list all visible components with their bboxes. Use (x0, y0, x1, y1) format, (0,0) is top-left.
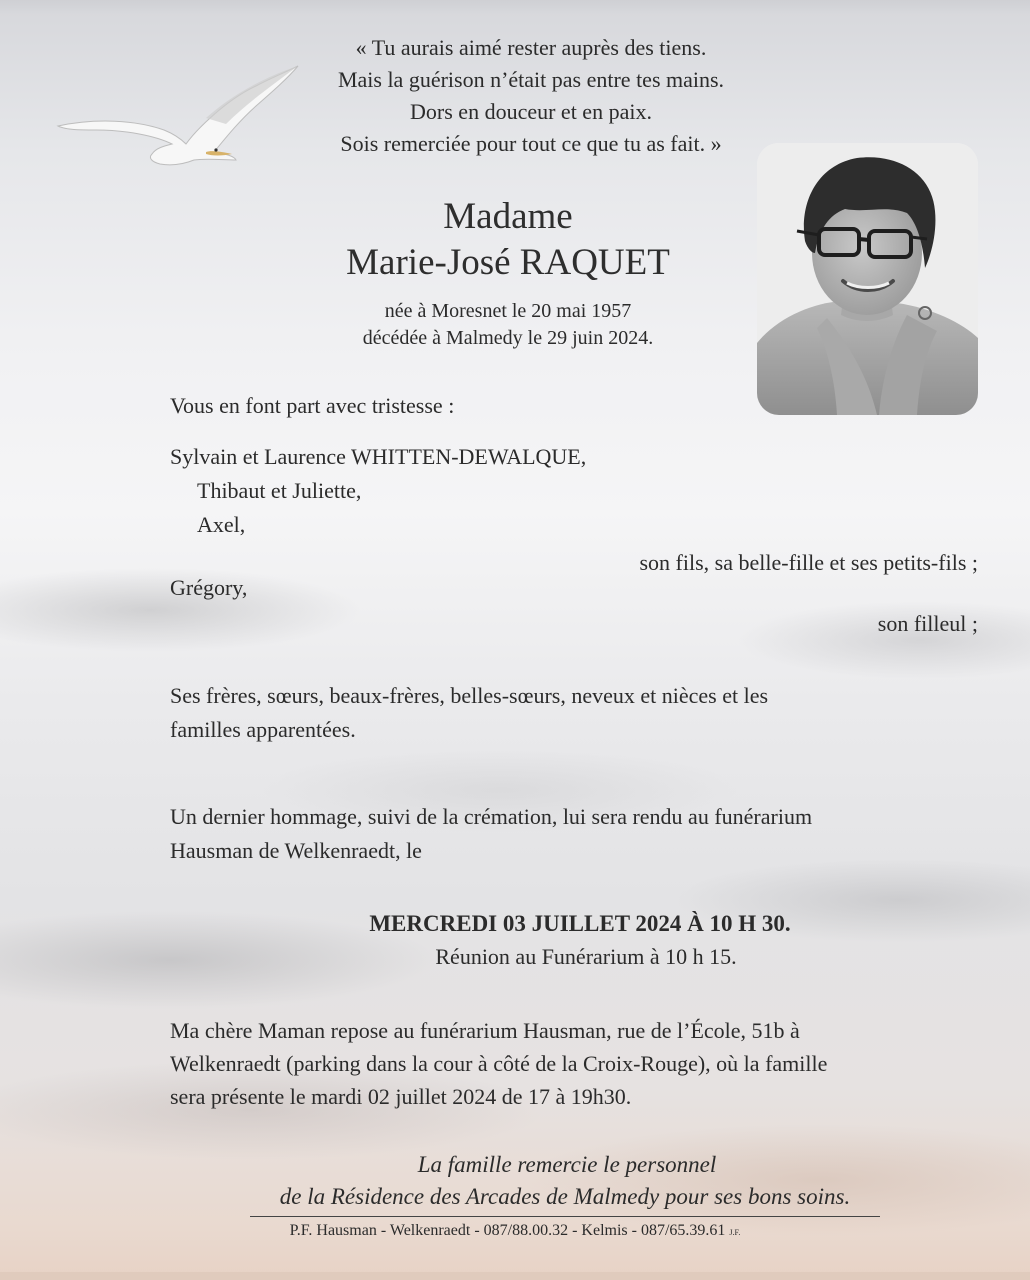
thanks-line: La famille remercie le personnel (417, 1152, 717, 1177)
godson-relation: son filleul ; (877, 611, 978, 636)
footer-text: P.F. Hausman - Welkenraedt - 087/88.00.32 - Kelmis - 087/65.39.61 (289, 1222, 726, 1239)
family-line: Sylvain et Laurence WHITTEN-DEWALQUE, (170, 444, 587, 469)
poem-line: Mais la guérison n’était pas entre tes mains. (337, 67, 725, 92)
poem (0, 32, 1030, 160)
family-line: Thibaut et Juliette, (197, 478, 362, 503)
announcement-intro: Vous en font part avec tristesse : (170, 393, 455, 418)
ceremony-text: Hausman de Welkenraedt, le (170, 838, 422, 863)
footer-mark: J.F. (729, 1228, 741, 1237)
deceased-name: Marie-José RAQUET (346, 242, 670, 283)
godson-name: Grégory, (170, 575, 248, 600)
visitation-text: Ma chère Maman repose au funérarium Hausman, rue de l’École, 51b à (170, 1018, 800, 1043)
footer-divider (250, 1216, 880, 1217)
poem-line: Sois remerciée pour tout ce que tu as fait. » (340, 131, 722, 156)
poem-line: Dors en douceur et en paix. (410, 99, 652, 124)
visitation-text: Welkenraedt (parking dans la cour à côté de la Croix-Rouge), où la famille (170, 1051, 828, 1076)
family-relation: son fils, sa belle-fille et ses petits-fils ; (639, 550, 978, 575)
relatives-line: familles apparentées. (170, 717, 356, 742)
poem-line: « Tu aurais aimé rester auprès des tiens. (355, 35, 707, 60)
family-line: Axel, (197, 512, 246, 537)
deceased-title: Madame (443, 196, 573, 237)
funeral-home-footer (0, 1222, 1030, 1240)
ceremony-text: Un dernier hommage, suivi de la crémation, lui sera rendu au funérarium (170, 804, 813, 829)
birth-info: née à Moresnet le 20 mai 1957 (384, 300, 632, 322)
relatives-line: Ses frères, sœurs, beaux-frères, belles-sœurs, neveux et nièces et les (170, 683, 769, 708)
thanks-line: de la Résidence des Arcades de Malmedy pour ses bons soins. (279, 1184, 851, 1209)
visitation-text: sera présente le mardi 02 juillet 2024 de 17 à 19h30. (170, 1084, 632, 1109)
ceremony-date: MERCREDI 03 JUILLET 2024 À 10 H 30. (369, 911, 791, 936)
death-info: décédée à Malmedy le 29 juin 2024. (362, 327, 654, 349)
ceremony-gathering: Réunion au Funérarium à 10 h 15. (435, 944, 737, 969)
